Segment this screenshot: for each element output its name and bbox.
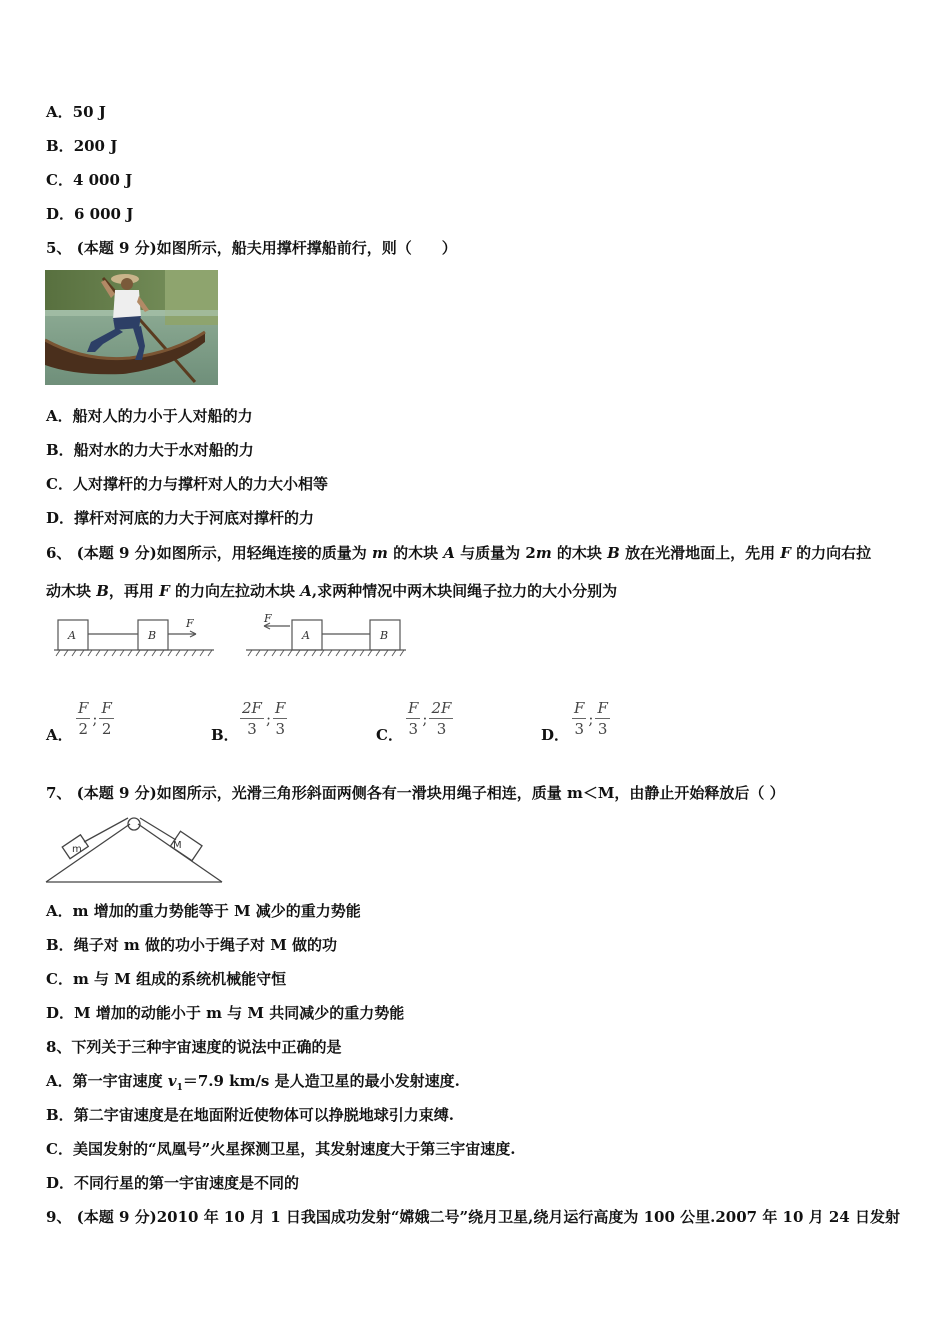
q7-option-b: B．绳子对 m 做的功小于绳子对 M 做的功 [46, 936, 338, 954]
q6-option-d-value: $\frac{F}{3}$ ; $\frac{F}{3}$ [574, 699, 608, 738]
q6-stem-line1: 6、 (本题 9 分)如图所示，用轻绳连接的质量为 m 的木块 A 与质量为 2m 的木块 B 放在光滑地面上，先用 F 的力向右拉 [46, 544, 872, 562]
q6-block-diagram [50, 612, 412, 662]
q6-option-a-value: $\frac{F}{2}$ ; $\frac{F}{2}$ [78, 699, 112, 738]
boatman-photo [45, 270, 218, 385]
q6-fig-label-b1: B [148, 629, 157, 642]
q7-fig-label-m: m [72, 844, 82, 855]
q6-option-c-letter: C． [376, 726, 403, 744]
q6-fig-label-a1: A [68, 629, 76, 642]
q6-fig-label-a2: A [302, 629, 310, 642]
q8-option-c: C．美国发射的“凤凰号”火星探测卫星，其发射速度大于第三宇宙速度. [46, 1140, 516, 1158]
q7-stem: 7、 (本题 9 分)如图所示，光滑三角形斜面两侧各有一滑块用绳子相连，质量 m＜M，由静止开始释放后（ ） [46, 784, 785, 802]
q6-fig-label-b2: B [380, 629, 389, 642]
q8-option-b: B．第二宇宙速度是在地面附近使物体可以挣脱地球引力束缚. [46, 1106, 454, 1124]
q5-option-b: B．船对水的力大于水对船的力 [46, 441, 254, 459]
q4-option-b: B．200 J [46, 137, 118, 155]
q7-fig-label-bigm: M [173, 840, 182, 851]
q5-option-a: A．船对人的力小于人对船的力 [46, 407, 253, 425]
q7-option-a: A．m 增加的重力势能等于 M 减少的重力势能 [46, 902, 361, 920]
q9-stem: 9、 (本题 9 分)2010 年 10 月 1 日我国成功发射“嫦娥二号”绕月卫星,绕月运行高度为 100 公里.2007 年 10 月 24 日发射 [46, 1208, 900, 1226]
q7-incline-diagram [42, 812, 226, 886]
q5-option-d: D．撑杆对河底的力大于河底对撑杆的力 [46, 509, 315, 527]
q6-option-a-letter: A． [46, 726, 73, 744]
q4-option-c: C．4 000 J [46, 171, 133, 189]
q6-option-d-letter: D． [541, 726, 570, 744]
q6-option-b-value: $\frac{2F}{3}$ ; $\frac{F}{3}$ [242, 699, 286, 738]
q6-fig-label-f2: F [264, 612, 272, 625]
q6-stem-line2: 动木块 B，再用 F 的力向左拉动木块 A,求两种情况中两木块间绳子拉力的大小分别为 [46, 582, 618, 600]
q8-option-a: A．第一宇宙速度 $v_1=7.9$ km/s 是人造卫星的最小发射速度. [46, 1072, 460, 1093]
q5-option-c: C．人对撑杆的力与撑杆对人的力大小相等 [46, 475, 328, 493]
q5-stem: 5、 (本题 9 分)如图所示，船夫用撑杆撑船前行，则（ ） [46, 239, 457, 257]
q7-option-c: C．m 与 M 组成的系统机械能守恒 [46, 970, 287, 988]
q6-fig-label-f1: F [186, 617, 194, 630]
q4-option-a: A．50 J [46, 103, 106, 121]
q6-option-b-letter: B． [211, 726, 239, 744]
q8-option-d: D．不同行星的第一宇宙速度是不同的 [46, 1174, 300, 1192]
q8-stem: 8、下列关于三种宇宙速度的说法中正确的是 [46, 1038, 342, 1056]
q7-option-d: D．M 增加的动能小于 m 与 M 共同减少的重力势能 [46, 1004, 405, 1022]
q6-option-c-value: $\frac{F}{3}$ ; $\frac{2F}{3}$ [408, 699, 452, 738]
q4-option-d: D．6 000 J [46, 205, 134, 223]
